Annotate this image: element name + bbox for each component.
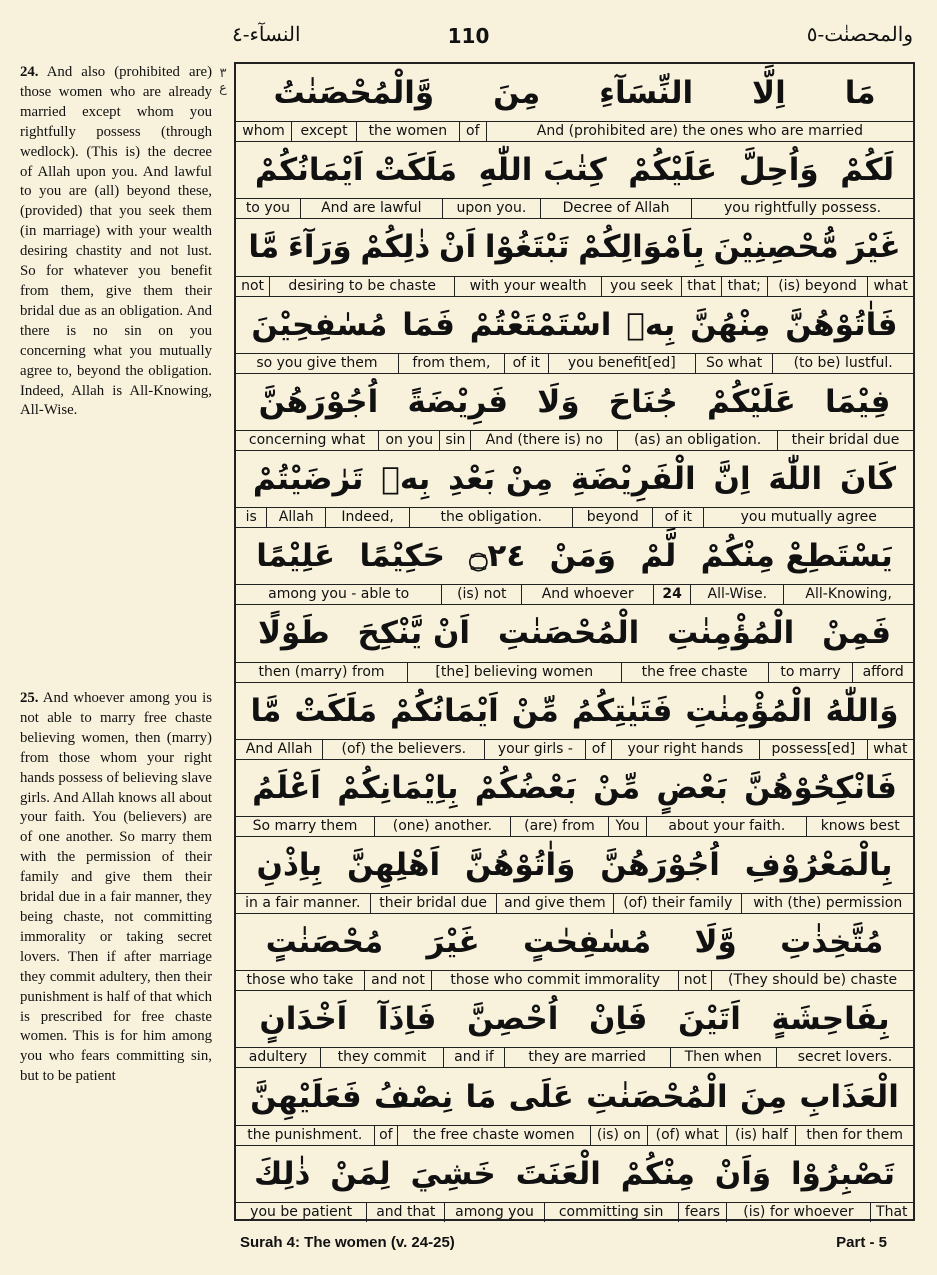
gloss-line [236,198,913,218]
gloss-cell: Decree of Allah [540,199,691,218]
arabic-word: اَخْدَانٍ [259,1001,348,1038]
arabic-word: اللّٰهَ [768,461,823,498]
gloss-cell: And whoever [521,585,653,604]
gloss-cell: except [291,122,356,141]
ruku-marker: ۳ ع [219,66,227,96]
gloss-line [236,276,913,296]
arabic-word: اِنَّ [713,461,751,498]
arabic-word: وَّالْمُحْصَنٰتُ [273,74,435,111]
gloss-cell: of it [652,508,703,527]
gloss-cell: (as) an obligation. [617,431,777,450]
arabic-line [236,374,913,430]
arabic-line [236,1146,913,1202]
verse-number: 25. [20,690,39,706]
gloss-cell: not [241,277,265,294]
arabic-word: مِنَ [493,74,541,111]
gloss-line [236,893,913,913]
gloss-cell: and if [443,1048,504,1067]
arabic-word: مُحْصَنٰتٍ [265,924,384,961]
arabic-word: مُّحْصِنِيْنَ [713,229,839,266]
arabic-word: الْمُؤْمِنٰتِ [685,692,813,729]
gloss-cell: and give them [496,894,613,913]
gloss-cell: (one) another. [374,817,510,836]
gloss-cell: (is) not [441,585,521,604]
table-row [236,759,913,836]
gloss-cell: that; [721,277,767,296]
arabic-word: اَهْلِهِنَّ [347,846,441,883]
arabic-word: بِالْمَعْرُوْفِ [744,846,893,883]
table-row [236,296,913,373]
table-row [236,682,913,759]
gloss-cell: (are) from [510,817,608,836]
arabic-word: اَنْ يَّنْكِحَ [357,615,471,652]
gloss-cell: not [678,971,711,990]
arabic-word: كَانَ [839,461,897,498]
arabic-word: عَلَى [508,1078,574,1115]
arabic-word: مُتَّخِذٰتِ [780,924,884,961]
arabic-word: الْعَنَتَ [515,1155,601,1192]
arabic-word: لَكُمْ [840,152,895,189]
commentary-verse-24 [20,63,212,421]
arabic-word: بِفَاحِشَةٍ [771,1001,890,1038]
gloss-cell: and that [366,1203,444,1222]
arabic-word: مَلَكَتْ [294,692,378,729]
gloss-cell: the obligation. [409,508,572,527]
gloss-cell: then (marry) from [258,663,385,680]
gloss-line [236,1125,913,1145]
gloss-cell: upon you. [442,199,540,218]
arabic-word: ۝٢٤ [469,538,526,575]
gloss-cell: you be patient [250,1203,353,1220]
gloss-cell: of [374,1126,397,1145]
arabic-word: غَيْرَ [426,924,480,961]
gloss-line [236,584,913,604]
arabic-word: مُسٰفِحِيْنَ [251,306,388,343]
arabic-word: بِاِذْنِ [256,846,323,883]
gloss-cell: that [681,277,721,296]
gloss-cell: your right hands [611,740,759,759]
gloss-cell: And (there is) no [470,431,617,450]
gloss-cell: with your wealth [454,277,601,296]
arabic-word: فَاِذَآ [377,1001,437,1038]
gloss-cell: (is) on [590,1126,648,1145]
gloss-cell: among you [444,1203,543,1222]
gloss-cell: fears [678,1203,727,1222]
arabic-word: وَاَنْ [714,1155,772,1192]
arabic-word: مَلَكَتْ اَيْمَانُكُمْ [254,152,458,189]
arabic-line [236,760,913,816]
arabic-word: مِنْهُنَّ [690,306,771,343]
arabic-line [236,528,913,584]
footer-surah: Surah 4: The women (v. 24-25) [240,1234,455,1251]
arabic-line [236,837,913,893]
arabic-word: فِيْمَا [825,383,891,420]
arabic-word: مَا [465,1078,497,1115]
arabic-word: مِّنْ [593,769,641,806]
gloss-cell: You [608,817,646,836]
gloss-cell: 24 [653,585,690,604]
gloss-cell: sin [439,431,470,450]
arabic-word: مَّا [250,692,282,729]
table-row [236,990,913,1067]
gloss-cell: of [459,122,486,141]
arabic-word: بِهٖ [626,306,676,343]
gloss-cell: whom [242,123,285,140]
table-row [236,218,913,295]
gloss-cell: beyond [572,508,652,527]
arabic-word: مُسٰفِحٰتٍ [522,924,652,961]
arabic-line [236,605,913,661]
arabic-word: فَاِنْ [589,1001,648,1038]
arabic-word: لِمَنْ [330,1155,391,1192]
verse-text: And whoever among you is not able to marry free chaste believing women, then (marry) from those whom your right hands possess of believing slave girls. And Allah knows all about your faith. You (believers) are of one another. So marry them with the permission of their family and give them their bridal due in a fair manner, they being chaste, not committing immorality or taking secret lovers. Then if after marriage they commit adultery, then their punishment is half of that which is prescribed for free chaste women. This is for him among you who fears committing sin, but to be patient [20,690,212,1085]
gloss-cell: then for them [795,1126,913,1145]
gloss-cell: knows best [806,817,913,836]
table-row [236,836,913,913]
arabic-word: بَعْضٍ [656,769,728,806]
arabic-word: جُنَاحَ [608,383,678,420]
table-row [236,527,913,604]
gloss-cell: in a fair manner. [245,895,361,912]
gloss-cell: So marry them [252,817,358,834]
gloss-cell: their bridal due [777,431,913,450]
gloss-cell: committing sin [544,1203,678,1222]
gloss-cell: you benefit[ed] [548,354,695,373]
gloss-line [236,353,913,373]
arabic-word: وَرَآءَ [288,229,352,266]
arabic-word: اَعْلَمُ [252,769,321,806]
gloss-cell: what [867,740,913,759]
gloss-cell: the women [356,122,459,141]
arabic-word: اُحْصِنَّ [466,1001,559,1038]
gloss-cell: among you - able to [268,586,410,603]
arabic-word: تَبْتَغُوْا [484,229,570,266]
gloss-cell: And Allah [245,740,313,757]
table-row [236,1145,913,1222]
gloss-cell: afford [852,663,913,682]
arabic-word: مِنْكُمْ [620,1155,695,1192]
arabic-word: وَلَا [537,383,580,420]
arabic-word: بِهٖ [381,461,431,498]
gloss-cell: of it [504,354,548,373]
gloss-cell: possess[ed] [759,740,867,759]
gloss-cell: to you [245,200,291,217]
arabic-word: نِصْفُ [373,1078,454,1115]
arabic-word: بِاِيْمَانِكُمْ [337,769,459,806]
table-row [236,913,913,990]
arabic-word: فَمَا [402,306,455,343]
table-row [236,64,913,141]
arabic-word: عَلِيْمًا [256,538,336,575]
arabic-word: وَاٰتُوْهُنَّ [465,846,576,883]
gloss-cell: you rightfully possess. [691,199,913,218]
gloss-cell: the free chaste [621,663,768,682]
gloss-cell: so you give them [256,354,378,371]
arabic-line [236,914,913,970]
gloss-cell: concerning what [248,431,366,448]
arabic-word: اُجُوْرَهُنَّ [600,846,720,883]
gloss-cell: All-Wise. [690,585,783,604]
gloss-cell: and not [364,971,431,990]
arabic-word: اَتَيْنَ [678,1001,741,1038]
table-row [236,141,913,218]
gloss-cell: And are lawful [300,199,442,218]
gloss-cell: secret lovers. [776,1048,913,1067]
arabic-word: تَرٰضَيْتُمْ [252,461,364,498]
footer-part: Part - 5 [836,1234,887,1251]
arabic-word: بِاَمْوَالِكُمْ [578,229,705,266]
arabic-word: وَاللّٰهُ [825,692,899,729]
gloss-cell: Indeed, [325,508,409,527]
gloss-line [236,507,913,527]
arabic-word: اِلَّا [752,74,786,111]
arabic-word: عَلَيْكُمْ [628,152,718,189]
gloss-cell: Then when [670,1048,776,1067]
arabic-word: فَتَيٰتِكُمُ [571,692,673,729]
arabic-word: ذٰلِكَ [253,1155,311,1192]
arabic-word: ذٰلِكُمْ [360,229,431,266]
arabic-word: تَصْبِرُوْا [791,1155,896,1192]
gloss-cell: they are married [504,1048,670,1067]
gloss-cell: That [870,1203,913,1222]
gloss-cell: So what [695,354,772,373]
arabic-word: الْمُحْصَنٰتِ [586,1078,728,1115]
gloss-cell: with (the) permission [741,894,913,913]
arabic-word: لَّمْ [640,538,677,575]
table-row [236,373,913,450]
arabic-word: مِنْ بَعْدِ [448,461,554,498]
verse-text: And also (prohibited are) those women who are already married except whom you rightfully possess (through wedlock). (This is) the decree of Allah upon you. And lawful to you are (all) beyond these, (provided) that you seek them (in marriage) with your wealth desiring chastity and not lust. So for whatever you benefit from them, give them their bridal due as an obligation. And there is no sin on you concerning what you mutually agree to, beyond the obligation. Indeed, Allah is All-Knowing, All-Wise. [20,64,212,419]
arabic-word: مِّنْ [511,692,559,729]
verse-number: 24. [20,64,39,80]
gloss-line [236,121,913,141]
gloss-line [236,430,913,450]
gloss-cell: (of) what [647,1126,726,1145]
gloss-cell: adultery [248,1049,308,1066]
arabic-line [236,683,913,739]
arabic-word: الْفَرِيْضَةِ [570,461,696,498]
gloss-line [236,662,913,682]
gloss-cell: those who commit immorality [431,971,678,990]
arabic-word: عَلَيْكُمْ [706,383,796,420]
gloss-line [236,739,913,759]
gloss-cell: (to be) lustful. [772,354,913,373]
gloss-cell: about your faith. [646,817,806,836]
gloss-cell: you mutually agree [703,508,913,527]
word-by-word-table [234,62,915,1221]
gloss-line [236,1047,913,1067]
gloss-line [236,1202,913,1222]
arabic-word: الْمُؤْمِنٰتِ [667,615,795,652]
gloss-cell: their bridal due [370,894,496,913]
gloss-cell: you seek [601,277,681,296]
arabic-word: مَّا [248,229,280,266]
gloss-cell: they commit [320,1048,443,1067]
gloss-cell: on you [378,431,439,450]
arabic-line [236,142,913,198]
gloss-cell: the free chaste women [397,1126,589,1145]
gloss-cell: (is) for whoever [726,1203,869,1222]
gloss-cell: is [245,509,257,526]
gloss-cell: the punishment. [247,1126,363,1143]
arabic-line [236,219,913,275]
arabic-word: اُجُوْرَهُنَّ [258,383,379,420]
arabic-line [236,64,913,121]
arabic-word: وَّلَا [694,924,737,961]
arabic-word: يَسْتَطِعْ مِنْكُمْ [700,538,893,575]
arabic-line [236,1068,913,1124]
gloss-cell: those who take [246,972,354,989]
page-number: 110 [447,24,490,48]
arabic-word: وَاُحِلَّ [738,152,819,189]
gloss-cell: [the] believing women [407,663,620,682]
arabic-word: فَانْكِحُوْهُنَّ [744,769,897,806]
arabic-word: فَرِيْضَةً [407,383,509,420]
arabic-word: حَكِيْمًا [359,538,445,575]
gloss-cell: of [585,740,610,759]
gloss-cell: to marry [768,663,853,682]
arabic-line [236,297,913,353]
gloss-cell: Allah [266,508,325,527]
gloss-cell: And (prohibited are) the ones who are married [486,122,913,141]
gloss-line [236,970,913,990]
arabic-word: وَمَنْ [549,538,616,575]
commentary-verse-25 [20,689,212,1087]
arabic-word: النِّسَآءِ [599,74,694,111]
table-row [236,450,913,527]
arabic-word: فَمِنْ [822,615,892,652]
arabic-line [236,451,913,507]
arabic-word: فَعَلَيْهِنَّ [250,1078,362,1115]
header-part-arabic: والمحصنٰت-٥ [806,22,913,46]
gloss-cell: from them, [398,354,504,373]
gloss-cell: desiring to be chaste [269,277,454,296]
arabic-word: الْمُحْصَنٰتِ [497,615,640,652]
gloss-cell: (is) half [726,1126,795,1145]
gloss-cell: (of) their family [613,894,741,913]
gloss-cell: (They should be) chaste [711,971,913,990]
arabic-word: خَشِيَ [410,1155,496,1192]
arabic-word: اَيْمَانُكُمْ [390,692,499,729]
header-surah-arabic: النسآء-٤ [232,22,301,46]
arabic-word: غَيْرَ [847,229,901,266]
gloss-cell: (is) beyond [767,277,868,296]
arabic-word: كِتٰبَ اللّٰهِ [478,152,607,189]
gloss-cell: your girls - [484,740,585,759]
table-row [236,1067,913,1144]
arabic-line [236,991,913,1047]
gloss-cell: (of) the believers. [322,740,484,759]
arabic-word: بَعْضُكُمْ [474,769,577,806]
arabic-word: اسْتَمْتَعْتُمْ [469,306,612,343]
arabic-word: فَاٰتُوْهُنَّ [785,306,898,343]
arabic-word: الْعَذَابِ [799,1078,899,1115]
arabic-word: مَا [844,74,876,111]
table-row [236,604,913,681]
arabic-word: مِنَ [739,1078,788,1115]
arabic-word: طَوْلًا [257,615,330,652]
gloss-cell: what [867,277,913,296]
arabic-word: اَنْ [439,229,477,266]
gloss-cell: All-Knowing, [783,585,913,604]
gloss-line [236,816,913,836]
